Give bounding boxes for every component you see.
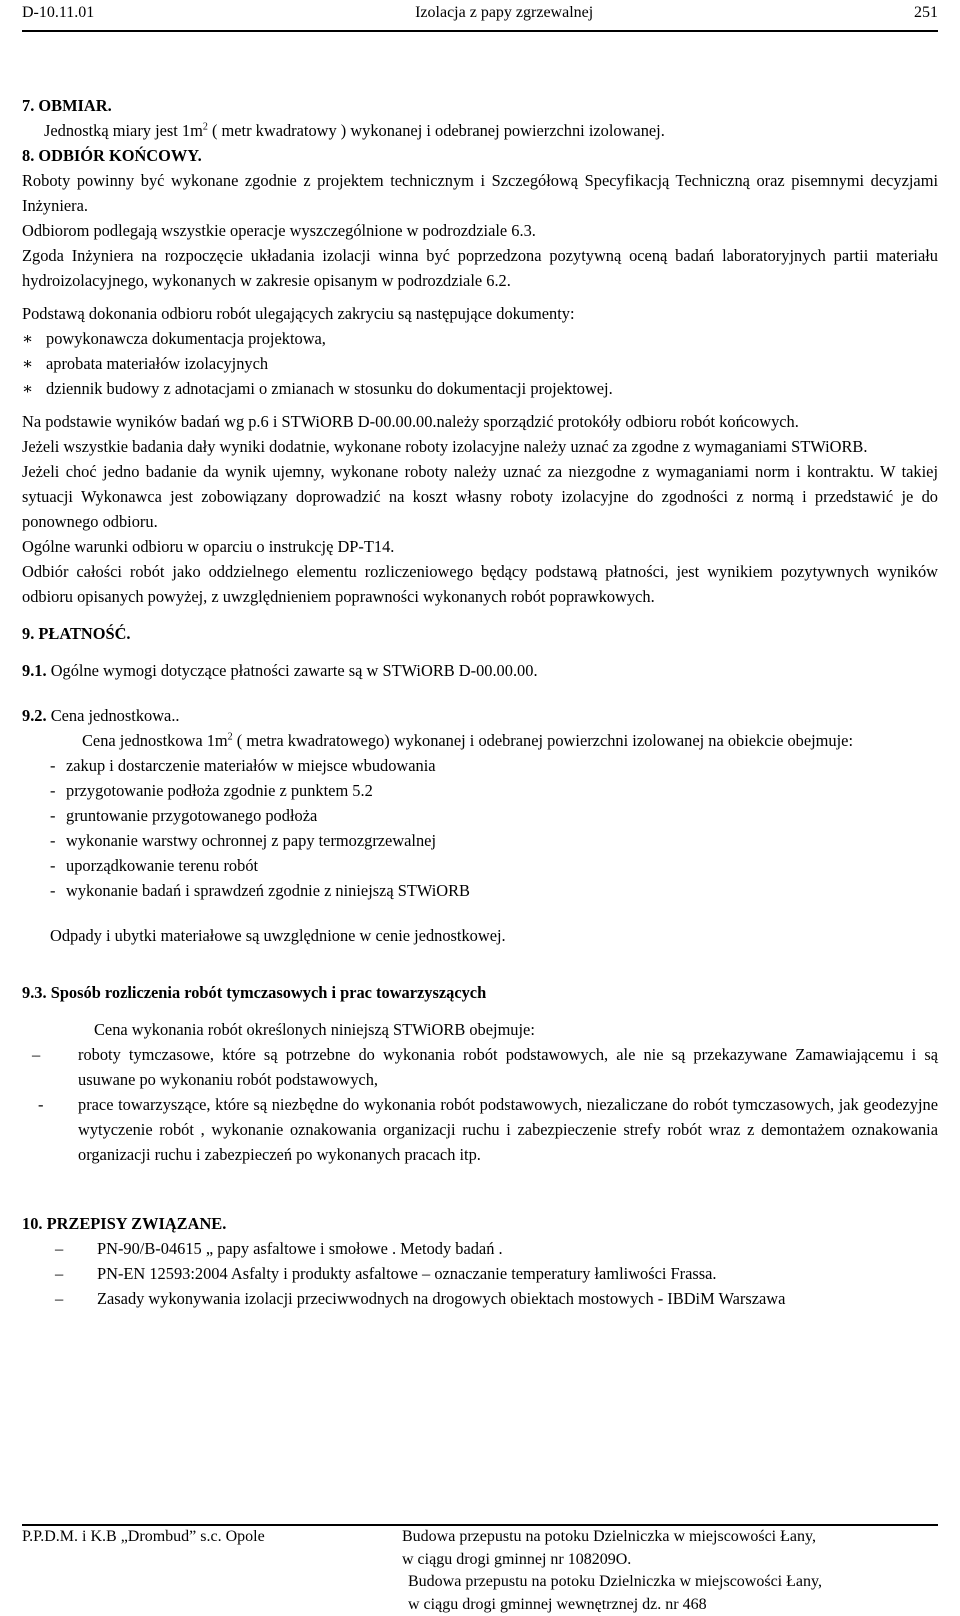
section-7-text: Jednostką miary jest $1m^2$ ( metr kwadratowy ) wykonanej i odebranej powierzchni izolowanej. bbox=[44, 121, 665, 140]
section-8-paragraph: Na podstawie wyników badań wg p.6 i STWiORB D-00.00.00.należy sporządzić protokóły odbioru robót końcowych. bbox=[22, 412, 799, 431]
list-item: - gruntowanie przygotowanego podłoża bbox=[50, 806, 318, 825]
waste-note: Odpady i ubytki materiałowe są uwzględnione w cenie jednostkowej. bbox=[50, 926, 506, 945]
section-7-heading: 7. OBMIAR. bbox=[22, 96, 112, 115]
section-8-paragraph: Zgoda Inżyniera na rozpoczęcie układania izolacji winna być poprzedzona pozytywną oceną badań laboratoryjnych partii materiału hydroizolacyjnego, wykonanych w zakresie opisanym w podrozdziale 6.2. bbox=[22, 246, 938, 290]
unit-price-list bbox=[22, 753, 938, 903]
bullet-mark: ∗ bbox=[22, 329, 34, 348]
section-8-paragraph: Ogólne warunki odbioru w oparciu o instrukcję DP-T14. bbox=[22, 537, 395, 556]
bullet-item: ∗ aprobata materiałów izolacyjnych bbox=[22, 351, 938, 376]
bullet-item: ∗ powykonawcza dokumentacja projektowa, bbox=[22, 326, 938, 351]
footer-company: P.P.D.M. i K.B „Drombud” s.c. Opole bbox=[22, 1528, 265, 1545]
list-item: - wykonanie warstwy ochronnej z papy termozgrzewalnej bbox=[50, 831, 437, 850]
list-item: - przygotowanie podłoża zgodnie z punktem 5.2 bbox=[50, 781, 373, 800]
bullet-mark: ∗ bbox=[22, 354, 34, 373]
temporary-works-list bbox=[22, 1042, 938, 1167]
header-page-number: 251 bbox=[914, 4, 938, 21]
section-8-paragraph: Odbiorom podlegają wszystkie operacje wyszczególnione w podrozdziale 6.3. bbox=[22, 221, 536, 240]
document-page bbox=[10, 0, 950, 1616]
section-8-heading: 8. ODBIÓR KOŃCOWY. bbox=[22, 146, 202, 165]
bullet-item: ∗ dziennik budowy z adnotacjami o zmianach w stosunku do dokumentacji projektowej. bbox=[22, 376, 938, 401]
page-header bbox=[22, 4, 938, 30]
list-item: - zakup i dostarczenie materiałów w miejsce wbudowania bbox=[50, 756, 436, 775]
section-10-heading: 10. PRZEPISY ZWIĄZANE. bbox=[22, 1214, 227, 1233]
section-8-paragraph: Odbiór całości robót jako oddzielnego elementu rozliczeniowego będący podstawą płatności, jest wynikiem pozytywnych wyników odbioru opisanych powyżej, z uwzględnieniem poprawności wykonanych robót poprawkowych. bbox=[22, 562, 938, 606]
section-8-paragraph: Jeżeli choć jedno badanie da wynik ujemny, wykonane roboty należy uznać za niezgodne z wymaganiami norm i kontraktu. W takiej sytuacji Wykonawca jest zobowiązany doprowadzić na koszt własny roboty izolacyjne do zgodności z normą i przedstawić je do ponownego odbioru. bbox=[22, 462, 938, 531]
list-item: - wykonanie badań i sprawdzeń zgodnie z niniejszą STWiORB bbox=[50, 881, 470, 900]
list-item: – PN-EN 12593:2004 Asfalty i produkty asfaltowe – oznaczanie temperatury łamliwości Frassa. bbox=[55, 1264, 717, 1283]
list-item: – Zasady wykonywania izolacji przeciwwodnych na drogowych obiektach mostowych - IBDiM Warszawa bbox=[55, 1289, 786, 1308]
section-9-heading: 9. PŁATNOŚĆ. bbox=[22, 624, 131, 643]
section-9-1: 9.1. Ogólne wymogi dotyczące płatności zawarte są w STWiORB D-00.00.00. bbox=[22, 661, 538, 680]
footer-project: Budowa przepustu na potoku Dzielniczka w miejscowości Łany, w ciągu drogi gminnej nr 108209O. Budowa przepustu na potoku Dzielniczka w miejscowości Łany, w ciągu drogi gminnej wewnętrznej dz. nr 468 bbox=[402, 1528, 822, 1613]
header-title: Izolacja z papy zgrzewalnej bbox=[415, 4, 594, 21]
references-list bbox=[22, 1236, 938, 1311]
section-9-2-heading: 9.2. Cena jednostkowa.. bbox=[22, 706, 180, 725]
list-item: – PN-90/B-04615 „ papy asfaltowe i smołowe . Metody badań . bbox=[55, 1239, 503, 1258]
list-item: - uporządkowanie terenu robót bbox=[50, 856, 259, 875]
section-9-2-paragraph: Cena jednostkowa $1m^2$ ( metra kwadratowego) wykonanej i odebranej powierzchni izolowanej na obiekcie obejmuje: bbox=[82, 731, 854, 750]
section-8-paragraph: Jeżeli wszystkie badania dały wyniki dodatnie, wykonane roboty izolacyjne należy uznać za zgodne z wymaganiami STWiORB. bbox=[22, 437, 868, 456]
section-9-3-heading: 9.3. Sposób rozliczenia robót tymczasowych i prac towarzyszących bbox=[22, 983, 487, 1002]
section-9-3-intro: Cena wykonania robót określonych niniejszą STWiORB obejmuje: bbox=[94, 1020, 535, 1039]
section-8-paragraph: Podstawą dokonania odbioru robót ulegających zakryciu są następujące dokumenty: bbox=[22, 304, 575, 323]
document-body bbox=[22, 93, 938, 1311]
header-spec-code: D-10.11.01 bbox=[22, 4, 95, 21]
list-item: - prace towarzyszące, które są niezbędne do wykonania robót podstawowych, niezaliczane do robót tymczasowych, jak geodezyjne wytyczenie robót , wykonanie oznakowania organizacji ruchu i zabezpieczenie strefy robót wraz z demontażem oznakowania organizacji ruchu i zabezpieczeń po wykonanych pracach itp. bbox=[38, 1095, 938, 1164]
header-rule bbox=[22, 30, 938, 32]
bullet-mark: ∗ bbox=[22, 379, 34, 398]
section-8-paragraph: Roboty powinny być wykonane zgodnie z projektem technicznym i Szczegółową Specyfikacją Techniczną oraz pisemnymi decyzjami Inżyniera. bbox=[22, 171, 938, 215]
list-item: – roboty tymczasowe, które są potrzebne do wykonania robót podstawowych, ale nie są przekazywane Zamawiającemu i są usuwane po wykonaniu robót podstawowych, bbox=[32, 1045, 938, 1089]
